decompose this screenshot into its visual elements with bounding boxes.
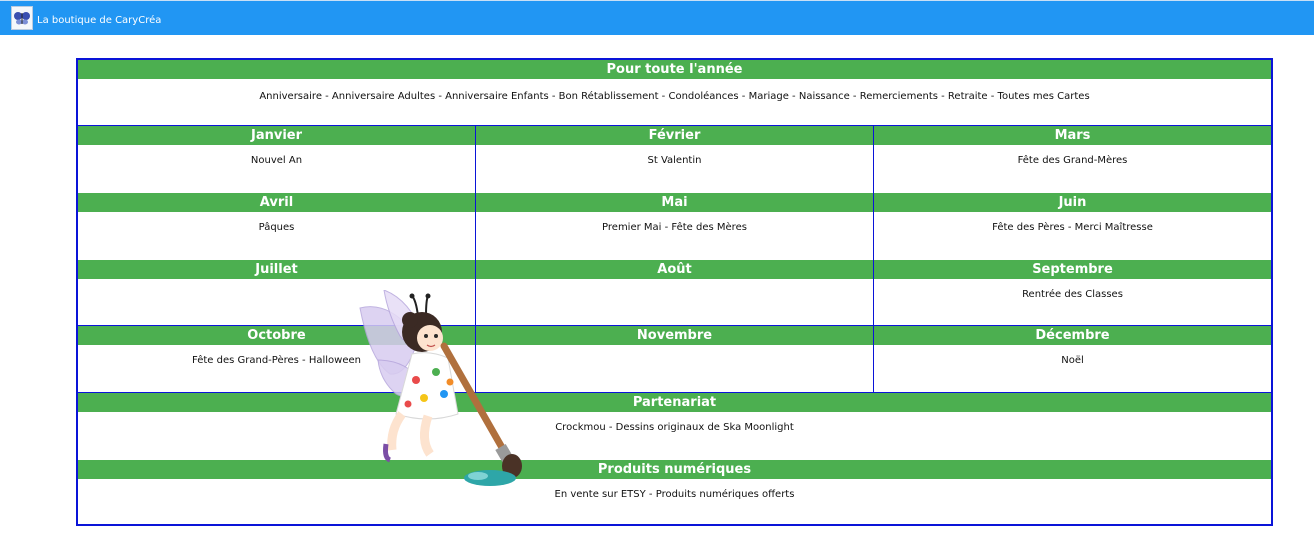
year-links[interactable]: Anniversaire - Anniversaire Adultes - Anniversaire Enfants - Bon Rétablissement - Condoléances - Mariage - Naissance - Remerciements - Retraite - Toutes mes Cartes <box>259 91 1090 102</box>
brand-link[interactable]: La boutique de CaryCréa <box>37 15 162 26</box>
partner-heading: Partenariat <box>78 393 1271 412</box>
month-row <box>78 126 1271 193</box>
digital-row <box>78 460 1271 526</box>
month-cell-fevrier <box>476 126 873 193</box>
digital-links[interactable]: En vente sur ETSY - Produits numériques offerts <box>554 489 795 500</box>
digital-heading: Produits numériques <box>78 460 1271 479</box>
month-heading: Mai <box>476 193 873 212</box>
month-heading: Avril <box>78 193 475 212</box>
month-links[interactable]: Rentrée des Classes <box>1022 289 1123 300</box>
month-links[interactable]: Fête des Grand-Pères - Halloween <box>192 355 361 366</box>
partner-links[interactable]: Crockmou - Dessins originaux de Ska Moonlight <box>555 422 794 433</box>
digital-cell <box>78 460 1271 526</box>
month-heading: Octobre <box>78 326 475 345</box>
partner-row <box>78 393 1271 460</box>
month-heading: Novembre <box>476 326 873 345</box>
butterfly-logo-icon[interactable] <box>11 6 33 30</box>
year-heading: Pour toute l'année <box>78 60 1271 79</box>
year-row <box>78 60 1271 126</box>
month-cell-novembre <box>476 326 873 393</box>
month-cell-aout <box>476 260 873 326</box>
month-cell-septembre <box>874 260 1271 326</box>
month-heading: Janvier <box>78 126 475 145</box>
partner-cell <box>78 393 1271 460</box>
month-heading: Juin <box>874 193 1271 212</box>
month-heading: Août <box>476 260 873 279</box>
month-links[interactable]: Fête des Pères - Merci Maîtresse <box>992 222 1153 233</box>
month-cell-decembre <box>874 326 1271 393</box>
fairy-painter-illustration <box>350 290 530 500</box>
month-row <box>78 193 1271 260</box>
column-divider <box>873 126 874 393</box>
month-heading: Mars <box>874 126 1271 145</box>
month-cell-mai <box>476 193 873 260</box>
month-links[interactable]: St Valentin <box>647 155 702 166</box>
month-row <box>78 260 1271 326</box>
category-table <box>76 58 1273 526</box>
month-row <box>78 326 1271 393</box>
month-heading: Juillet <box>78 260 475 279</box>
month-heading: Septembre <box>874 260 1271 279</box>
month-heading: Décembre <box>874 326 1271 345</box>
month-links[interactable]: Fête des Grand-Mères <box>1017 155 1128 166</box>
month-links[interactable]: Premier Mai - Fête des Mères <box>602 222 747 233</box>
month-links[interactable]: Pâques <box>258 222 295 233</box>
month-cell-avril <box>78 193 475 260</box>
month-cell-mars <box>874 126 1271 193</box>
month-links[interactable]: Nouvel An <box>250 155 303 166</box>
month-cell-juin <box>874 193 1271 260</box>
year-cell <box>78 60 1271 126</box>
month-heading: Février <box>476 126 873 145</box>
month-links[interactable]: Noël <box>1061 355 1084 366</box>
top-bar <box>0 0 1314 35</box>
month-cell-janvier <box>78 126 475 193</box>
